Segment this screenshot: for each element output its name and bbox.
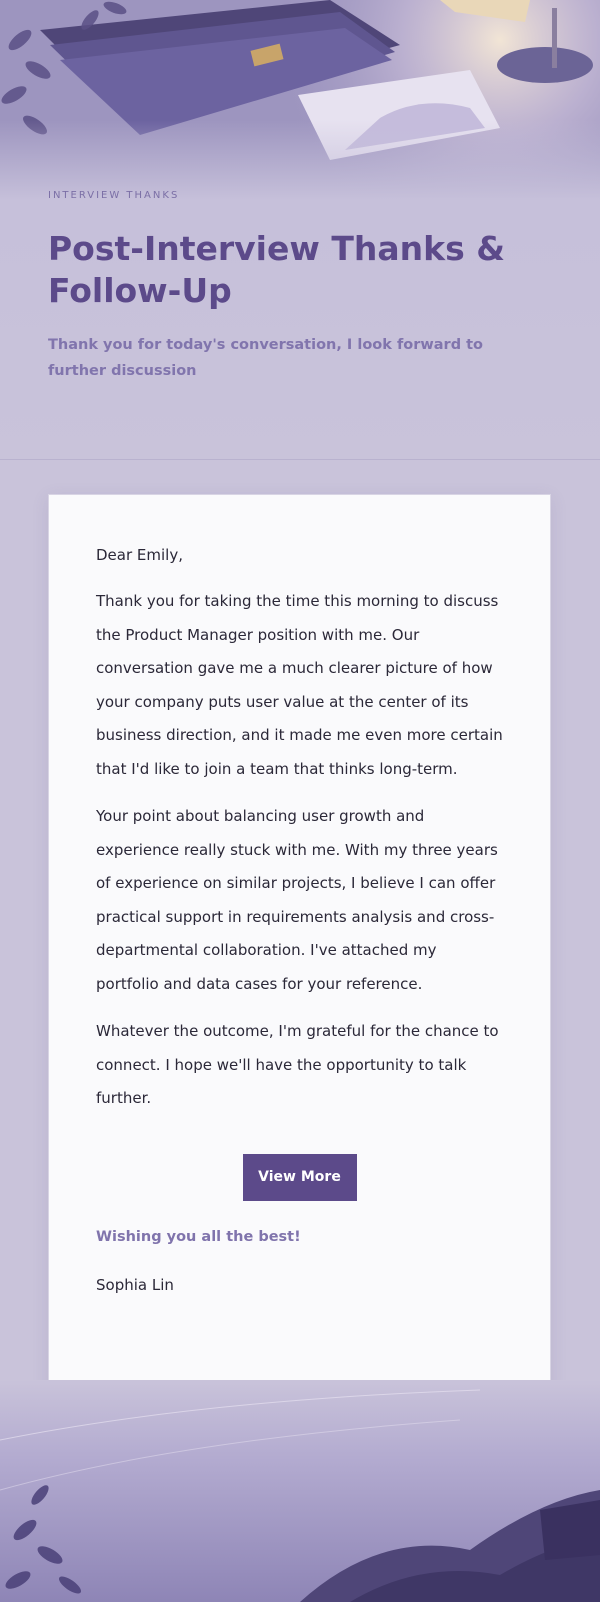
letter-card — [48, 494, 551, 1407]
desk-illustration-icon — [0, 0, 600, 200]
letter-closing: Wishing you all the best! — [96, 1228, 301, 1245]
letter-paragraph-3: Whatever the outcome, I'm grateful for the chance to connect. I hope we'll have the opportunity to talk further. — [96, 1022, 499, 1107]
page-title: Post-Interview Thanks & Follow-Up — [48, 229, 505, 310]
letter-paragraph-1: Thank you for taking the time this morning to discuss the Product Manager position with me. Our conversation gave me a much clearer picture of how your company puts user value at the center of its business direction, and it made me even more certain that I'd like to join a team that thinks long-term. — [96, 592, 503, 778]
hero-header — [0, 0, 600, 460]
letter-signature: Sophia Lin — [96, 1275, 174, 1294]
letter-greeting: Dear Emily, — [96, 546, 183, 564]
cta-wrapper — [96, 1154, 503, 1201]
letter-paragraph-2: Your point about balancing user growth and experience really stuck with me. With my three years of experience on similar projects, I believe I can offer practical support in requirements analysis and cross-departmental collaboration. I've attached my portfolio and data cases for your reference. — [96, 807, 498, 993]
view-more-button[interactable]: View More — [243, 1154, 357, 1201]
page-subtitle: Thank you for today's conversation, I look forward to further discussion — [48, 337, 484, 379]
eyebrow-label: INTERVIEW THANKS — [48, 190, 180, 201]
footer-illustration-icon — [0, 1380, 600, 1602]
